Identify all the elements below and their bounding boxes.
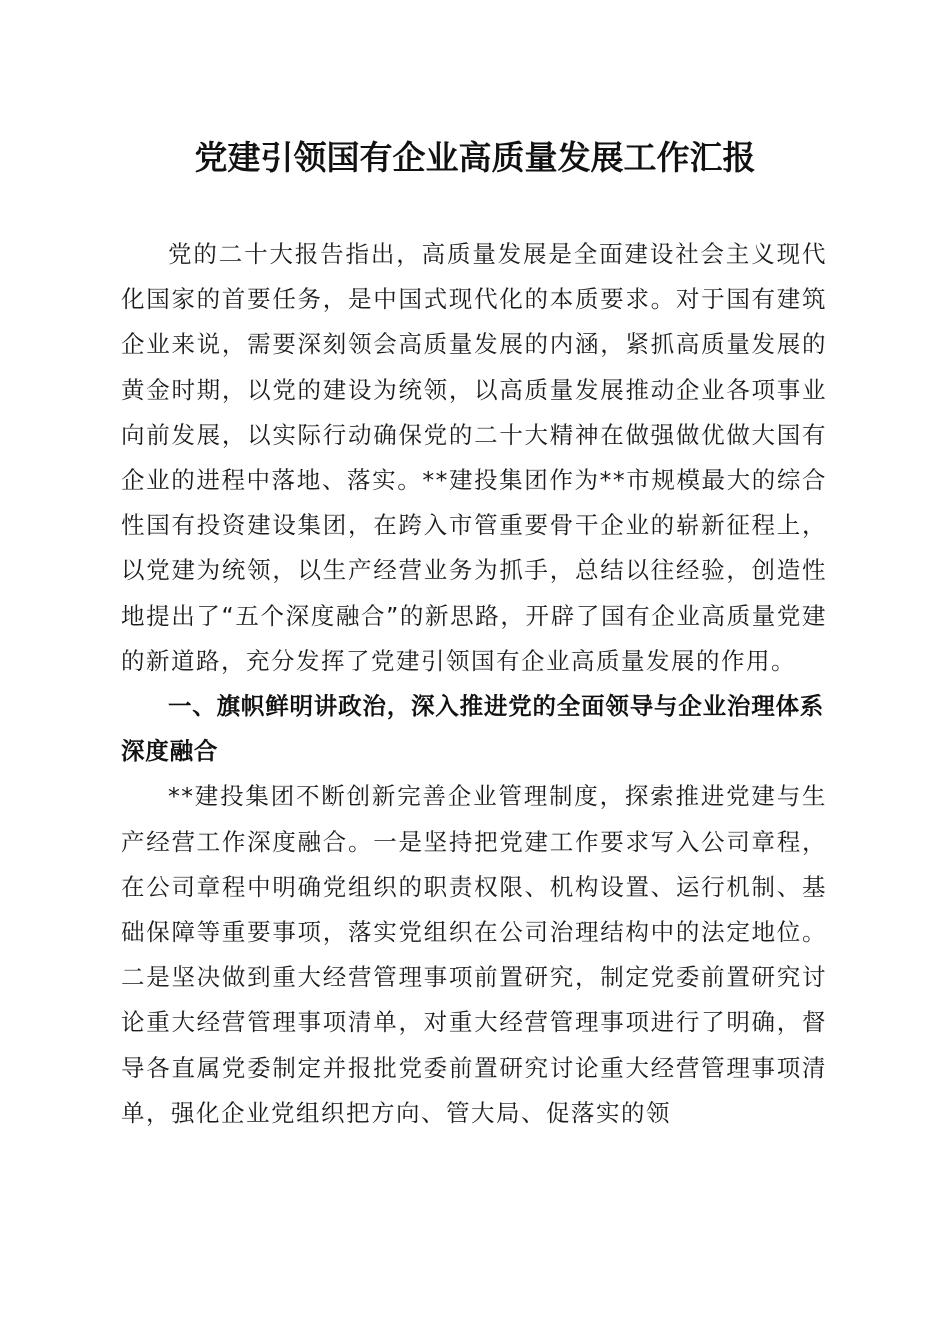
intro-paragraph: 党的二十大报告指出，高质量发展是全面建设社会主义现代化国家的首要任务，是中国式现代化的本质要求。对于国有建筑企业来说，需要深刻领会高质量发展的内涵，紧抓高质量发展的黄金时期，以党的建设为统领，以高质量发展推动企业各项事业向前发展，以实际行动确保党的二十大精神在做强做优做大国有企业的进程中落地、落实。**建投集团作为**市规模最大的综合性国有投资建设集团，在跨入市管重要骨干企业的崭新征程上，以党建为统领，以生产经营业务为抓手，总结以往经验，创造性地提出了“五个深度融合”的新思路，开辟了国有企业高质量党建的新道路，充分发挥了党建引领国有企业高质量发展的作用。	[121, 240, 827, 675]
document-body	[121, 232, 827, 1136]
document-title: 党建引领国有企业高质量发展工作汇报	[194, 138, 756, 177]
section-1-heading: 一、旗帜鲜明讲政治，深入推进党的全面领导与企业治理体系深度融合	[121, 692, 825, 766]
section-1-paragraph: **建投集团不断创新完善企业管理制度，探索推进党建与生产经营工作深度融合。一是坚持把党建工作要求写入公司章程，在公司章程中明确党组织的职责权限、机构设置、运行机制、基础保障等重要事项，落实党组织在公司治理结构中的法定地位。二是坚决做到重大经营管理事项前置研究，制定党委前置研究讨论重大经营管理事项清单，对重大经营管理事项进行了明确，督导各直属党委制定并报批党委前置研究讨论重大经营管理事项清单，强化企业党组织把方向、管大局、促落实的领	[121, 782, 827, 1127]
